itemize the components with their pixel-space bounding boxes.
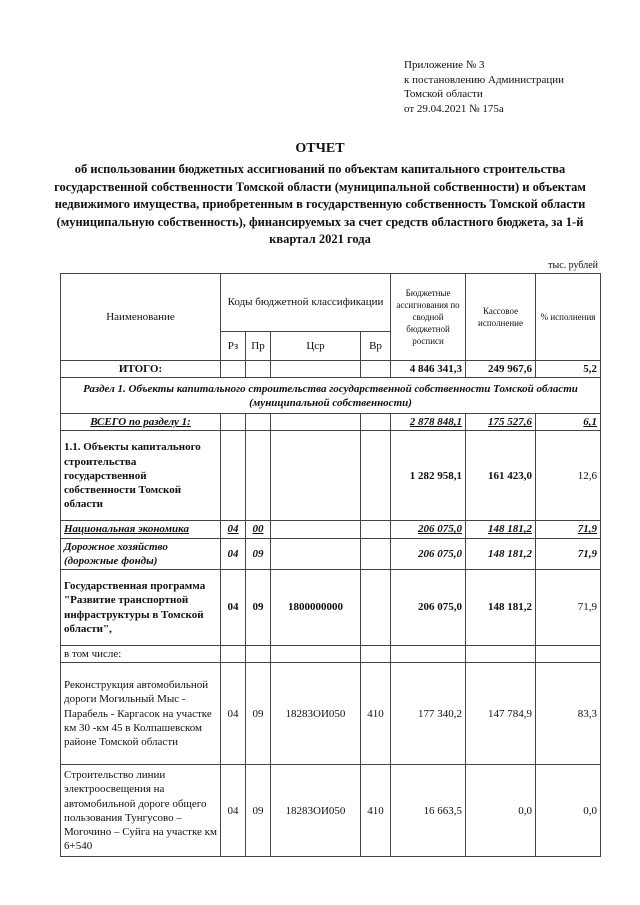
cell-budget: 206 075,0 [391,570,466,646]
cell-name: Государственная программа "Развитие транспортной инфраструктуры в Томской области", [61,570,221,646]
cell-budget: 177 340,2 [391,663,466,765]
document-title: ОТЧЕТ [295,141,345,156]
section-row [61,378,601,414]
cell-name: Реконструкция автомобильной дороги Могильный Мыс - Парабель - Каргасок на участке км 30 -км 45 в Колпашевском районе Томской области [61,663,221,765]
header-pct: % исполнения [536,274,601,361]
header-cash: Кассовое исполнение [466,274,536,361]
cell-budget: 206 075,0 [391,538,466,569]
cell-pct: 0,0 [536,765,601,857]
cell-pct: 71,9 [536,570,601,646]
cell-budget: 1 282 958,1 [391,431,466,521]
cell-pr: 09 [246,570,271,646]
header-name: Наименование [61,274,221,361]
cell-name: Строительство линии электроосвещения на автомобильной дороге общего пользования Тунгусово – Могочино – Суйга на участке км 6+540 [61,765,221,857]
table-row [61,414,601,431]
cell-vr: 410 [361,663,391,765]
cell-cash: 148 181,2 [466,538,536,569]
table-row [61,431,601,521]
cell-cash: 0,0 [466,765,536,857]
header-codes: Коды бюджетной классификации [221,274,391,332]
table-row [61,646,601,663]
cell-budget: 2 878 848,1 [391,414,466,431]
cell-pct: 71,9 [536,521,601,538]
header-note [404,58,564,116]
cell-cash: 148 181,2 [466,570,536,646]
cell-pct: 71,9 [536,538,601,569]
table-row-total [61,361,601,378]
cell-name: ВСЕГО по разделу 1: [61,414,221,431]
cell-rz: 04 [221,521,246,538]
cell-cash: 249 967,6 [466,361,536,378]
cell-budget: 4 846 341,3 [391,361,466,378]
document-subtitle: об использовании бюджетных ассигнований по объектам капитального строительства государственной собственности Томской области (муниципальной собственности) и объектам недвижимого имущества, приобретенным в государственную собственность Томской области (муниципальную собственность), финансируемых за счет средств областного бюджета, за 1-й квартал 2021 года [54,162,586,246]
header-note-line: Томской области [404,88,483,100]
table-row [61,521,601,538]
cell-rz: 04 [221,538,246,569]
cell-cash: 161 423,0 [466,431,536,521]
cell-pr: 09 [246,765,271,857]
cell-vr: 410 [361,765,391,857]
cell-pr: 09 [246,663,271,765]
cell-csr: 18283ОИ050 [271,663,361,765]
cell-rz: 04 [221,570,246,646]
cell-pct: 6,1 [536,414,601,431]
table-row [61,570,601,646]
table-row [61,538,601,569]
header-csr: Цср [271,332,361,361]
units-label: тыс. рублей [548,260,598,271]
cell-pr: 09 [246,538,271,569]
cell-name: ИТОГО: [61,361,221,378]
table-row [61,765,601,857]
cell-rz: 04 [221,663,246,765]
cell-csr: 18283ОИ050 [271,765,361,857]
cell-pct: 12,6 [536,431,601,521]
cell-name: 1.1. Объекты капитального строительства государственной собственности Томской области [61,431,221,521]
cell-budget: 16 663,5 [391,765,466,857]
table-row [61,663,601,765]
header-note-line: к постановлению Администрации [404,73,565,86]
header-note-line: от 29.04.2021 № 175а [404,102,504,115]
cell-name: в том числе: [61,646,221,663]
cell-name: Дорожное хозяйство (дорожные фонды) [61,538,221,569]
cell-cash: 148 181,2 [466,521,536,538]
header-budget: Бюджетные ассигнования по сводной бюджетной росписи [391,274,466,361]
cell-pr: 00 [246,521,271,538]
section-title: Раздел 1. Объекты капитального строительства государственной собственности Томской области (муниципальной собственности) [61,378,601,414]
report-table [60,273,601,857]
header-vr: Вр [361,332,391,361]
cell-budget: 206 075,0 [391,521,466,538]
cell-cash: 147 784,9 [466,663,536,765]
cell-pct: 83,3 [536,663,601,765]
cell-pct: 5,2 [536,361,601,378]
header-pr: Пр [246,332,271,361]
header-rz: Рз [221,332,246,361]
cell-csr: 1800000000 [271,570,361,646]
cell-cash: 175 527,6 [466,414,536,431]
cell-name: Национальная экономика [61,521,221,538]
header-note-line: Приложение № 3 [404,59,485,71]
cell-rz: 04 [221,765,246,857]
